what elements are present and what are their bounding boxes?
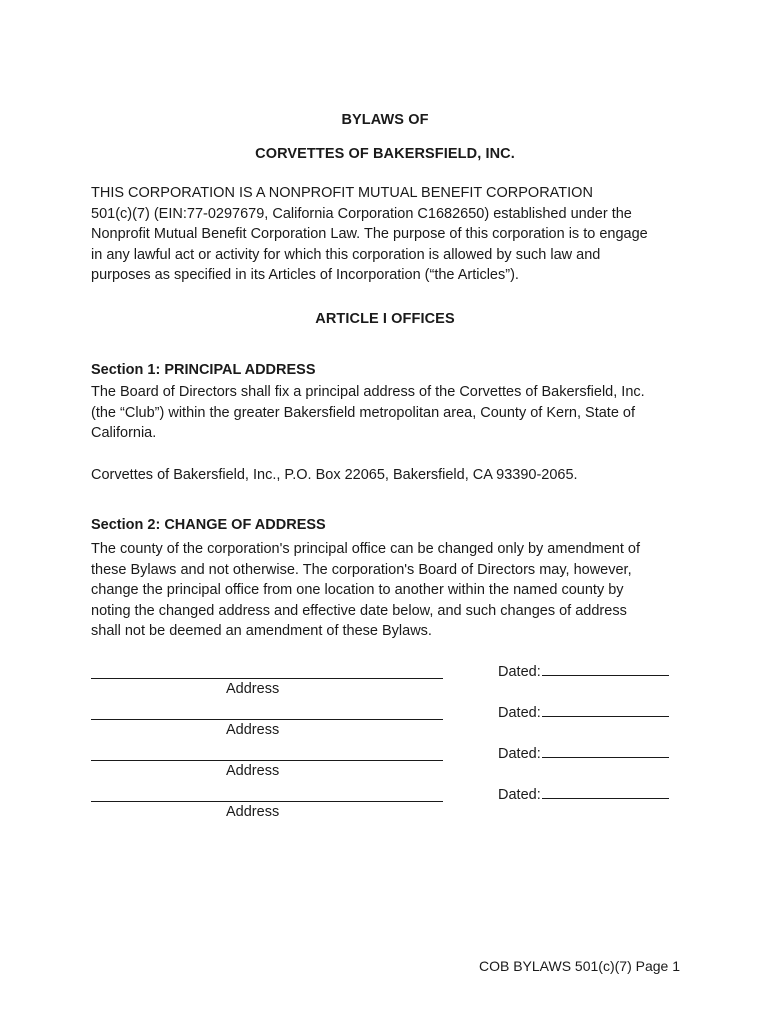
address-signature-line: [91, 760, 443, 761]
address-signature-line: [91, 801, 443, 802]
address-signature-line: [91, 678, 443, 679]
article-heading: ARTICLE I OFFICES: [315, 311, 455, 327]
section2-heading: Section 2: CHANGE OF ADDRESS: [91, 517, 326, 533]
dated-label: Dated:: [498, 705, 541, 721]
page-footer: COB BYLAWS 501(c)(7) Page 1: [478, 958, 680, 974]
dated-blank-line: [542, 661, 669, 676]
dated-field: [498, 702, 669, 721]
principal-address: Corvettes of Bakersfield, Inc., P.O. Box 22065, Bakersfield, CA 93390-2065.: [91, 467, 578, 483]
intro-paragraph: THIS CORPORATION IS A NONPROFIT MUTUAL BENEFIT CORPORATION 501(c)(7) (EIN:77-0297679, California Corporation C1682650) established under the Nonprofit Mutual Benefit Corporation Law. The purpose of this corporation is to engage in any lawful act or activity for which this corporation is allowed by such law and purposes as specified in its Articles of Incorporation (“the Articles”).: [91, 185, 648, 284]
document-title-line1: BYLAWS OF: [341, 112, 429, 128]
section1-body: The Board of Directors shall fix a principal address of the Corvettes of Bakersfield, Inc. (the “Club”) within the greater Bakersfield metropolitan area, County of Kern, State of California.: [91, 384, 645, 442]
address-label: Address: [226, 763, 280, 779]
document-title-line2: CORVETTES OF BAKERSFIELD, INC.: [255, 146, 515, 162]
address-label: Address: [226, 722, 280, 738]
dated-field: [498, 743, 669, 762]
dated-blank-line: [542, 743, 669, 758]
address-signature-line: [91, 719, 443, 720]
dated-label: Dated:: [498, 746, 541, 762]
dated-field: [498, 784, 669, 803]
address-label: Address: [226, 681, 280, 697]
section1-heading: Section 1: PRINCIPAL ADDRESS: [91, 362, 316, 378]
dated-label: Dated:: [498, 664, 541, 680]
dated-blank-line: [542, 702, 669, 717]
address-entry-row: [91, 787, 691, 841]
section2-body: The county of the corporation's principal office can be changed only by amendment of these Bylaws and not otherwise. The corporation's Board of Directors may, however, change the principal office from one location to another within the named county by noting the changed address and effective date below, and such changes of address shall not be deemed an amendment of these Bylaws.: [91, 541, 641, 640]
address-label: Address: [226, 804, 280, 820]
dated-blank-line: [542, 784, 669, 799]
dated-field: [498, 661, 669, 680]
dated-label: Dated:: [498, 787, 541, 803]
